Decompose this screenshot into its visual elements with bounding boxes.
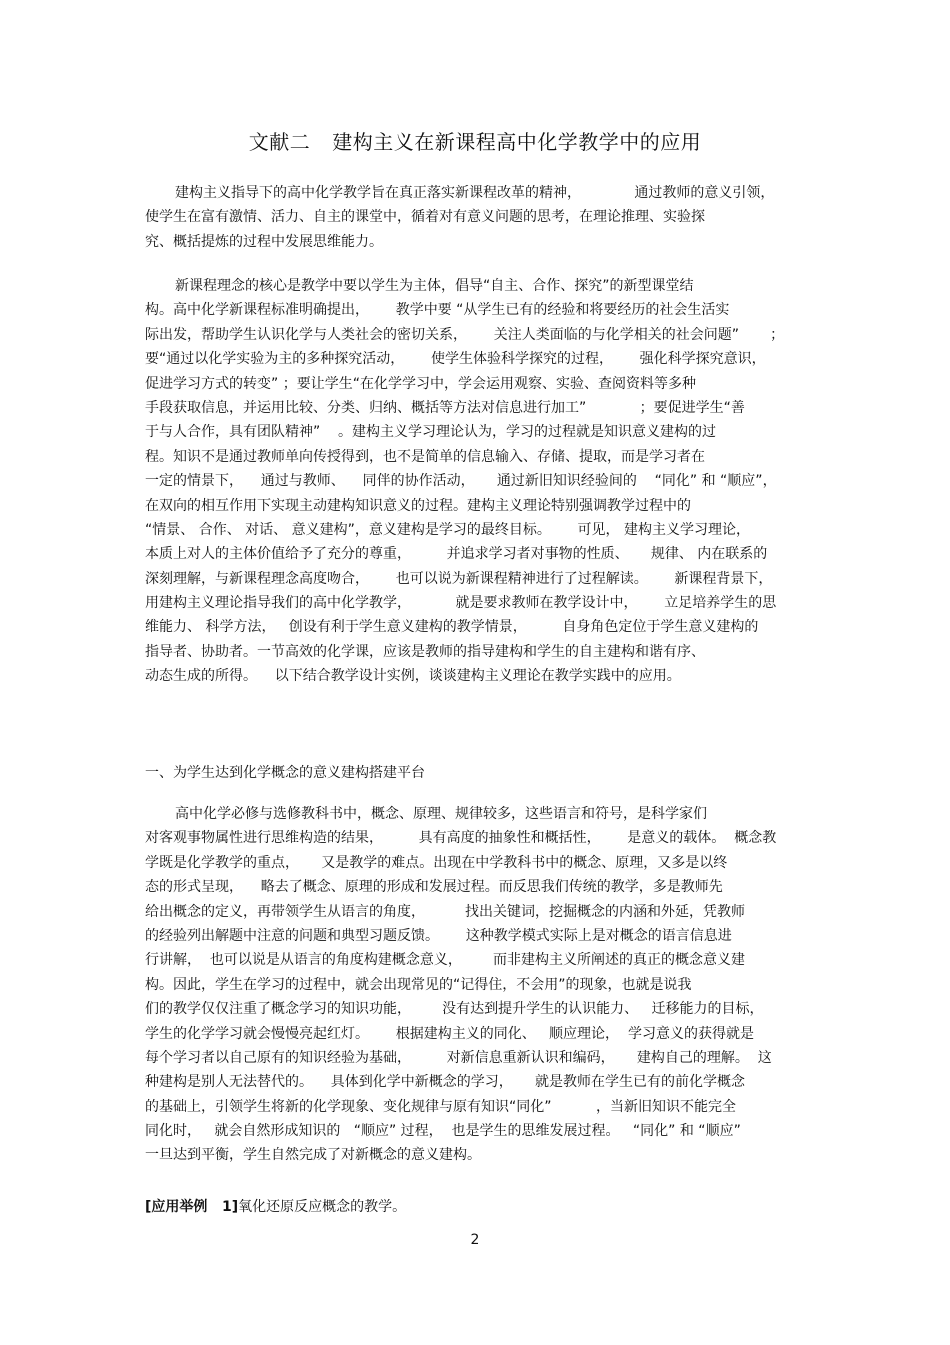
example-text: 氧化还原反应概念的教学。	[238, 1199, 407, 1215]
text-line: 要“通过以化学实验为主的多种探究活动， 使学生体验科学探究的过程， 强化科学探究意识，	[145, 351, 766, 368]
text-line: 手段获取信息，并运用比较、分类、归纳、概括等方法对信息进行加工” ；要促进学生“善	[145, 399, 745, 416]
text-line: 态的形式呈现， 略去了概念、原理的形成和发展过程。而反思我们传统的教学，多是教师先	[145, 879, 723, 896]
text-line: 际出发，帮助学生认识化学与人类社会的密切关系， 关注人类面临的与化学相关的社会问题” ；	[145, 326, 785, 343]
text-line: 用建构主义理论指导我们的高中化学教学， 就是要求教师在教学设计中， 立足培养学生的思	[145, 595, 777, 612]
text-line: 给出概念的定义，再带领学生从语言的角度， 找出关键词，挖掘概念的内涵和外延，凭教师	[145, 903, 746, 920]
text-line: 的经验列出解题中注意的问题和典型习题反馈。 这种教学模式实际上是对概念的语言信息进	[145, 927, 732, 944]
document-title	[0, 128, 950, 156]
text-line: 于与人合作，具有团队精神” 。建构主义学习理论认为，学习的过程就是知识意义建构的过	[145, 424, 717, 441]
text-line: 构。高中化学新课程标准明确提出， 教学中要 “从学生已有的经验和将要经历的社会生活实	[145, 302, 730, 319]
text-line: 学既是化学教学的重点， 又是教学的难点。出现在中学教科书中的概念、原理，又多是以终	[145, 854, 728, 871]
text-line: 建构主义指导下的高中化学教学旨在真正落实新课程改革的精神， 通过教师的意义引领，	[175, 185, 775, 201]
text-line: 动态生成的所得。 以下结合教学设计实例，谈谈建构主义理论在教学实践中的应用。	[145, 668, 681, 685]
title-prefix: 文献二	[248, 130, 311, 154]
text-line: 学生的化学学习就会慢慢亮起红灯。 根据建构主义的同化、 顺应理论， 学习意义的获得就是	[145, 1025, 754, 1042]
example-label: [应用举例 1]	[145, 1199, 239, 1215]
paragraph-core-concept	[145, 274, 825, 689]
text-line: 每个学习者以自己原有的知识经验为基础， 对新信息重新认识和编码， 建构自己的理解。 这	[145, 1049, 772, 1066]
text-line: 高中化学必修与选修教科书中，概念、原理、规律较多，这些语言和符号，是科学家们	[175, 806, 707, 822]
text-line: 对客观事物属性进行思维构造的结果， 具有高度的抽象性和概括性， 是意义的载体。 概念教	[145, 830, 777, 847]
application-example	[145, 1196, 406, 1218]
text-line: 构。因此，学生在学习的过程中，就会出现常见的“记得住，不会用”的现象，也就是说我	[145, 976, 692, 993]
text-line: 行讲解， 也可以说是从语言的角度构建概念意义， 而非建构主义所阐述的真正的概念意义建	[145, 952, 746, 969]
text-line: 究、概括提炼的过程中发展思维能力。	[145, 233, 383, 250]
text-line: 一旦达到平衡，学生自然完成了对新概念的意义建构。	[145, 1147, 481, 1164]
text-line: 在双向的相互作用下实现主动建构知识意义的过程。建构主义理论特别强调教学过程中的	[145, 497, 691, 514]
text-line: 种建构是别人无法替代的。 具体到化学中新概念的学习， 就是教师在学生已有的前化学概念	[145, 1074, 746, 1091]
text-line: “情景、 合作、 对话、 意义建构”，意义建构是学习的最终目标。 可见， 建构主义学习理论，	[145, 521, 751, 538]
text-line: 深刻理解，与新课程理念高度吻合， 也可以说为新课程精神进行了过程解读。 新课程背景下，	[145, 570, 773, 587]
text-line: 指导者、协助者。一节高效的化学课，应该是教师的指导建构和学生的自主建构和谐有序、	[145, 643, 705, 660]
text-line: 一定的情景下， 通过与教师、 同伴的协作活动， 通过新旧知识经验间的 “同化” 和 “顺应”，	[145, 473, 777, 490]
section-heading: 一、为学生达到化学概念的意义建构搭建平台	[145, 765, 425, 781]
paragraph-concept-teaching	[145, 802, 825, 1168]
title-main: 建构主义在新课程高中化学教学中的应用	[332, 130, 702, 154]
text-line: 程。知识不是通过教师单向传授得到，也不是简单的信息输入、存储、提取，而是学习者在	[145, 448, 705, 465]
text-line: 本质上对人的主体价值给予了充分的尊重， 并追求学习者对事物的性质、 规律、 内在联系的	[145, 546, 768, 563]
text-line: 促进学习方式的转变” ；要让学生“在化学学习中，学会运用观察、实验、查阅资料等多种	[145, 375, 696, 392]
text-line: 新课程理念的核心是教学中要以学生为主体，倡导“自主、合作、探究”的新型课堂结	[175, 278, 694, 294]
text-line: 们的教学仅仅注重了概念学习的知识功能， 没有达到提升学生的认识能力、 迁移能力的目标，	[145, 1001, 764, 1018]
text-line: 使学生在富有激情、活力、自主的课堂中，循着对有意义问题的思考，在理论推理、实验探	[145, 209, 705, 226]
page-number: 2	[470, 1232, 480, 1248]
text-line: 同化时， 就会自然形成知识的 “顺应” 过程， 也是学生的思维发展过程。 “同化” 和 “顺应”	[145, 1123, 741, 1140]
paragraph-intro	[145, 181, 825, 254]
text-line: 维能力、 科学方法， 创设有利于学生意义建构的教学情景， 自身角色定位于学生意义建构的	[145, 619, 759, 636]
text-line: 的基础上，引领学生将新的化学现象、变化规律与原有知识“同化” ，当新旧知识不能完全	[145, 1098, 737, 1115]
